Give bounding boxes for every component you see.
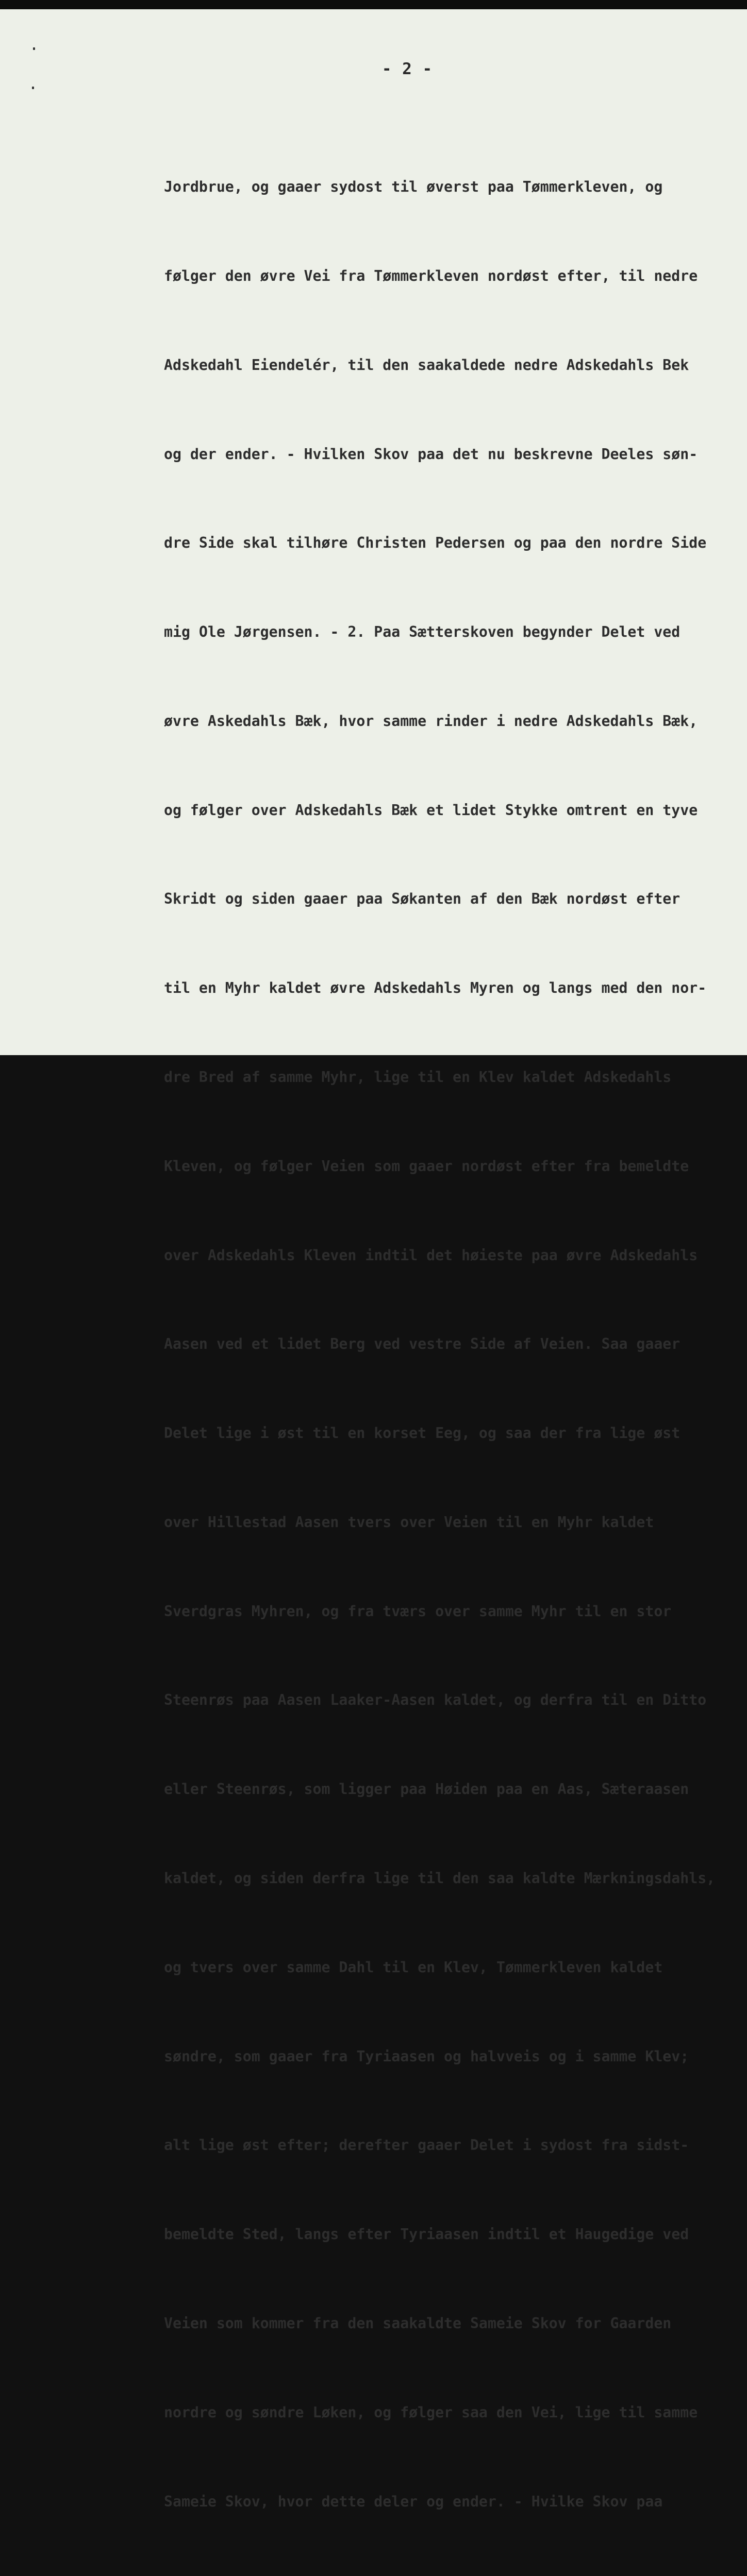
text-line: Veien som kommer fra den saakaldte Sameie Skov for Gaarden <box>164 2314 672 2332</box>
text-line: Skridt og siden gaaer paa Søkanten af den Bæk nordøst efter <box>164 890 680 908</box>
text-line: til en Myhr kaldet øvre Adskedahls Myren og langs med den nor- <box>164 979 707 997</box>
typewritten-body <box>164 113 744 2576</box>
scan-top-edge <box>0 0 747 9</box>
text-line: kaldet, og siden derfra lige til den saa kaldte Mærkningsdahls, <box>164 1870 716 1887</box>
text-line: Jordbrue, og gaaer sydost til øverst paa Tømmerkleven, og <box>164 178 663 196</box>
text-line: Steenrøs paa Aasen Laaker-Aasen kaldet, og derfra til en Ditto <box>164 1691 707 1709</box>
text-line: Aasen ved et lidet Berg ved vestre Side af Veien. Saa gaaer <box>164 1335 680 1353</box>
text-line: Kleven, og følger Veien som gaaer nordøst efter fra bemeldte <box>164 1157 689 1175</box>
text-line: bemeldte Sted, langs efter Tyriaasen indtil et Haugedige ved <box>164 2226 689 2243</box>
text-line: over Hillestad Aasen tvers over Veien til en Myhr kaldet <box>164 1513 654 1531</box>
text-line: Sameie Skov, hvor dette deler og ender. - Hvilke Skov paa <box>164 2493 663 2510</box>
text-line: Sverdgras Myhren, og fra tværs over samme Myhr til en stor <box>164 1602 672 1620</box>
text-line: nordre og søndre Løken, og følger saa den Vei, lige til samme <box>164 2403 698 2421</box>
scan-speck <box>32 87 34 89</box>
scan-speck <box>33 47 35 50</box>
text-line: alt lige øst efter; derefter gaaer Delet i sydost fra sidst- <box>164 2137 689 2154</box>
text-line: eller Steenrøs, som ligger paa Høiden paa en Aas, Sæteraasen <box>164 1781 689 1798</box>
text-line: og følger over Adskedahls Bæk et lidet Stykke omtrent en tyve <box>164 801 698 819</box>
text-line: øvre Askedahls Bæk, hvor samme rinder i nedre Adskedahls Bæk, <box>164 712 698 730</box>
document-page <box>0 9 747 2510</box>
page-number: - 2 - <box>381 60 433 78</box>
text-line: over Adskedahls Kleven indtil det høieste paa øvre Adskedahls <box>164 1246 698 1264</box>
text-line: dre Side skal tilhøre Christen Pedersen og paa den nordre Side <box>164 534 707 552</box>
text-line: Delet lige i øst til en korset Eeg, og saa der fra lige øst <box>164 1425 680 1442</box>
text-line: og der ender. - Hvilken Skov paa det nu beskrevne Deeles søn- <box>164 445 698 463</box>
text-line: søndre, som gaaer fra Tyriaasen og halvveis og i samme Klev; <box>164 2047 689 2065</box>
text-line: dre Bred af samme Myhr, lige til en Klev kaldet Adskedahls <box>164 1069 672 1086</box>
text-line: Adskedahl Eiendelér, til den saakaldede nedre Adskedahls Bek <box>164 356 689 374</box>
text-line: og tvers over samme Dahl til en Klev, Tømmerkleven kaldet <box>164 1958 663 1976</box>
text-line: følger den øvre Vei fra Tømmerkleven nordøst efter, til nedre <box>164 267 698 284</box>
text-line: mig Ole Jørgensen. - 2. Paa Sætterskoven begynder Delet ved <box>164 623 680 641</box>
